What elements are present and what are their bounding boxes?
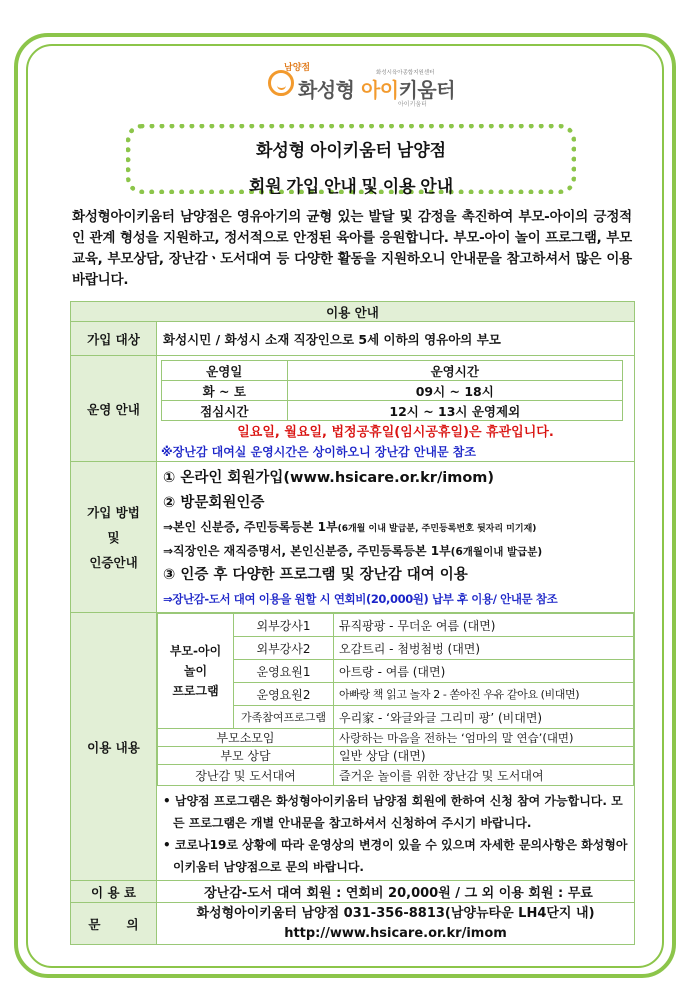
program-name: 우리家 - ‘와글와글 그리미 팡’ (비대면) (334, 706, 634, 729)
program-type: 가족참여프로그램 (234, 706, 334, 729)
join-step-online: ① 온라인 회원가입(www.hsicare.or.kr/imom) (163, 470, 495, 486)
other-type: 부모 상담 (158, 747, 334, 765)
notice-item: • 코로나19로 상황에 따라 운영상의 변경이 있을 수 있으며 자세한 문의사항은 화성형아이키움터 남양점으로 문의 바랍니다. (163, 838, 628, 874)
title-box (126, 124, 576, 194)
target-value: 화성시민 / 화성시 소재 직장인으로 5세 이하의 영유아의 부모 (157, 322, 635, 356)
logo-text: 화성형 아이키움터 (298, 78, 456, 102)
contact-cell (157, 903, 635, 945)
contact-phone: 화성형아이키움터 남양점 031-356-8813(남양뉴타운 LH4단지 내) (196, 905, 595, 921)
logo-smile-icon (268, 70, 294, 96)
other-type: 장난감 및 도서대여 (158, 765, 334, 786)
target-label: 가입 대상 (71, 322, 157, 356)
other-name: 사랑하는 마음을 전하는 ‘엄마의 말 연습’(대면) (334, 729, 634, 747)
page-title: 화성형 아이키움터 남양점 (255, 141, 447, 160)
join-doc-2: ⇒직장인은 재직증명서, 본인신분증, 주민등록등본 1부(6개월이내 발급분) (163, 544, 543, 558)
other-name: 즐거운 놀이를 위한 장난감 및 도서대여 (334, 765, 634, 786)
hours-time: 09시 ~ 18시 (287, 381, 622, 401)
use-label: 이용 내용 (71, 613, 157, 881)
program-type: 외부강사1 (234, 614, 334, 637)
contact-label: 문 의 (71, 903, 157, 945)
program-name: 뮤직팡팡 - 무더운 여름 (대면) (334, 614, 634, 637)
use-cell (157, 613, 635, 881)
toy-hours-note: ※장난감 대여실 운영시간은 상이하오니 장난감 안내문 참조 (161, 445, 476, 459)
hours-col-day: 운영일 (162, 361, 288, 381)
notice-item: • 남양점 프로그램은 화성형아이키움터 남양점 회원에 한하여 신청 참여 가능합니다. 모든 프로그램은 개별 안내문을 참고하셔서 신청하여 주시기 바랍니다. (163, 794, 623, 830)
program-name: 아빠랑 책 읽고 놀자 2 - 쏟아진 우유 같아요 (비대면) (334, 683, 634, 706)
logo (268, 62, 478, 112)
join-cell (157, 462, 635, 613)
program-group-label: 부모-아이 놀이 프로그램 (158, 614, 234, 729)
notice-list (157, 786, 634, 880)
hours-col-time: 운영시간 (287, 361, 622, 381)
table-header: 이용 안내 (71, 302, 635, 322)
program-name: 오감트리 - 첨벙첨벙 (대면) (334, 637, 634, 660)
program-type: 운영요원1 (234, 660, 334, 683)
join-step-visit: ② 방문회원인증 (163, 495, 265, 511)
other-type: 부모소모임 (158, 729, 334, 747)
join-doc-1: ⇒본인 신분증, 주민등록등본 1부(6개월 이내 발급분, 주민등록번호 뒷자리 미기재) (163, 520, 537, 534)
fee-value: 장난감-도서 대여 회원 : 연회비 20,000원 / 그 외 이용 회원 : 무료 (157, 881, 635, 903)
logo-org: 화성시육아종합지원센터 (376, 70, 435, 76)
join-step-use: ③ 인증 후 다양한 프로그램 및 장난감 대여 이용 (163, 567, 468, 583)
program-name: 아트랑 - 여름 (대면) (334, 660, 634, 683)
lunch-value: 12시 ~ 13시 운영제외 (287, 401, 622, 421)
hours-days: 화 ~ 토 (162, 381, 288, 401)
other-name: 일반 상담 (대면) (334, 747, 634, 765)
intro-text: 화성형아이키움터 남양점은 영유아기의 균형 있는 발달 및 감정을 촉진하여 부모-아이의 긍정적인 관계 형성을 지원하고, 정서적으로 안정된 육아를 응원합니다. 부모-아이 놀이 프로그램, 부모교육, 부모상담, 장난감ㆍ도서대여 등 다양한 활동을 지원하오니 안내문을 참고하셔서 많은 이용 바랍니다. (72, 209, 632, 288)
program-type: 외부강사2 (234, 637, 334, 660)
logo-branch: 남양점 (284, 63, 311, 73)
program-type: 운영요원2 (234, 683, 334, 706)
lunch-label: 점심시간 (162, 401, 288, 421)
join-fee-note: ⇒장난감-도서 대여 이용을 원할 시 연회비(20,000원) 납부 후 이용/ 안내문 참조 (163, 592, 558, 606)
info-table (70, 301, 635, 945)
closed-notice: 일요일, 월요일, 법정공휴일(임시공휴일)은 휴관입니다. (237, 425, 554, 440)
program-table (157, 613, 634, 786)
join-label: 가입 방법 및 인증안내 (71, 462, 157, 613)
logo-sub: 아이키움터 (398, 101, 427, 108)
contact-url: http://www.hsicare.or.kr/imom (284, 925, 507, 941)
hours-table (161, 360, 623, 421)
ops-cell (157, 356, 635, 462)
fee-label: 이 용 료 (71, 881, 157, 903)
ops-label: 운영 안내 (71, 356, 157, 462)
page-subtitle: 회원 가입 안내 및 이용 안내 (248, 177, 454, 196)
